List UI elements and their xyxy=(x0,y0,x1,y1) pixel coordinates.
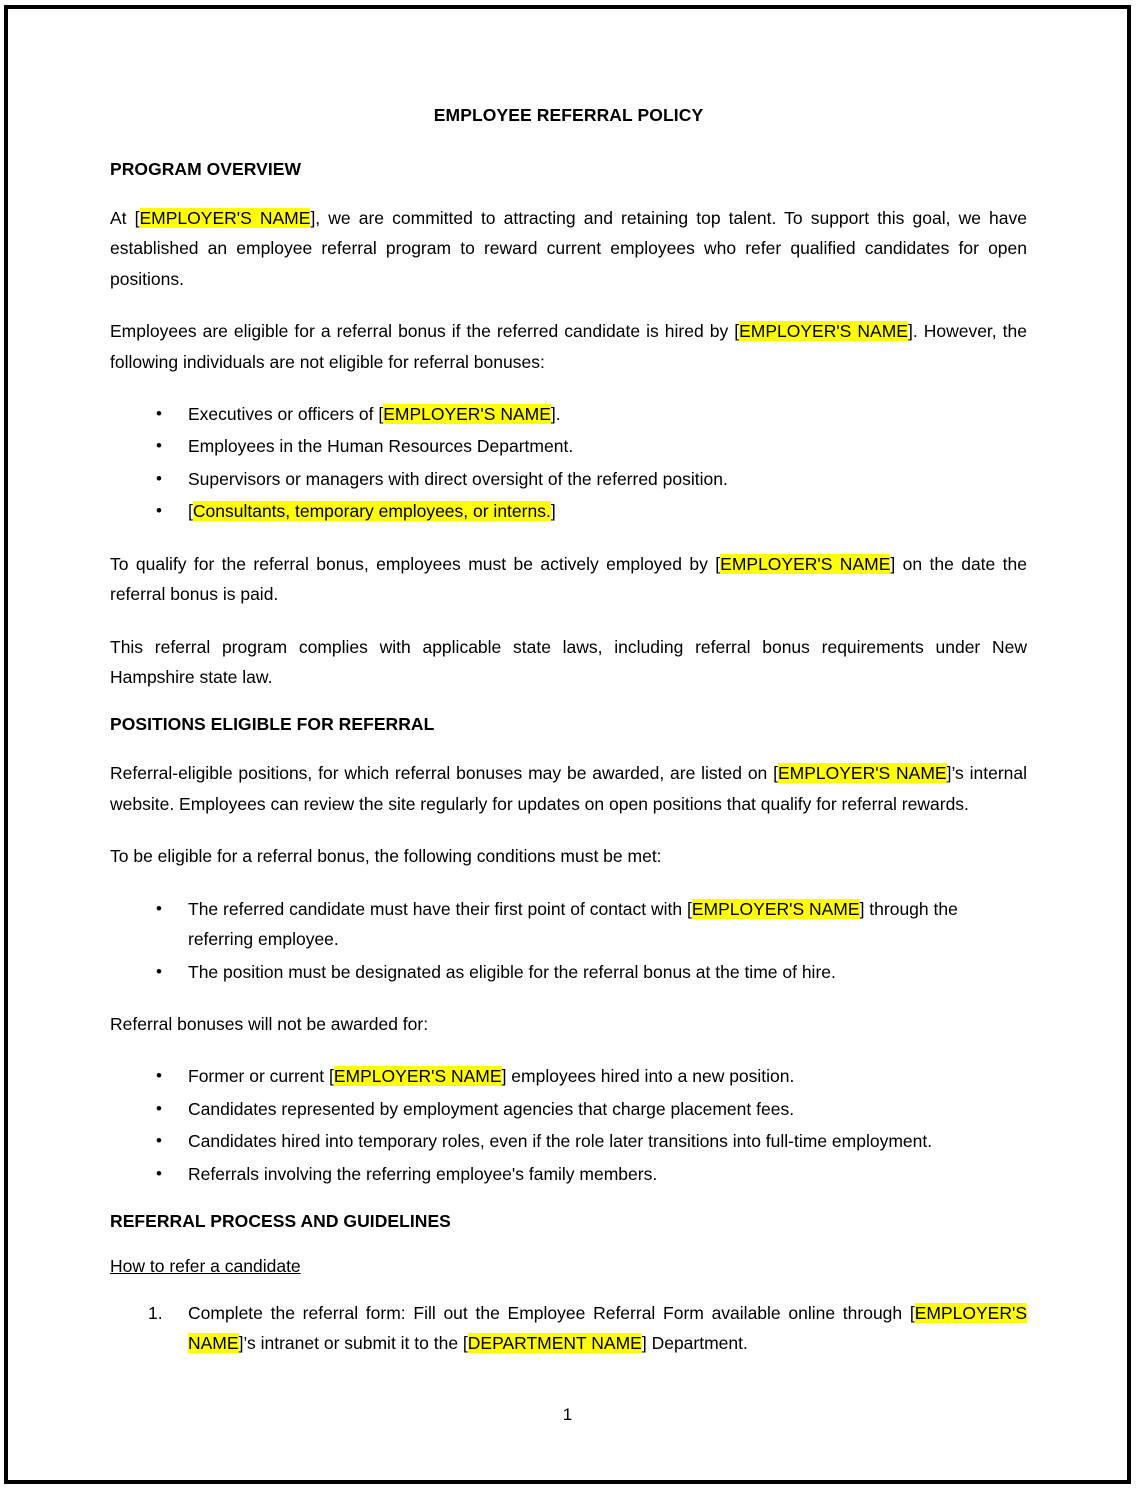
highlight-employer-name: EMPLOYER'S NAME xyxy=(383,403,551,424)
highlight-employer-name: EMPLOYER'S NAME xyxy=(739,321,908,342)
text-mid: ]’s intranet or submit it to the [ xyxy=(238,1333,468,1354)
subheading-how-to-refer xyxy=(110,1255,1027,1278)
text-before: Employees are eligible for a referral bonus if the referred candidate is hired by [ xyxy=(110,321,740,342)
paragraph-conditions-intro xyxy=(110,841,1027,871)
highlight-employer-name: EMPLOYER'S NAME xyxy=(720,553,891,574)
highlight-employer-name: EMPLOYER'S NAME xyxy=(139,207,311,228)
text-before: Candidates represented by employment agencies that charge placement fees. xyxy=(188,1098,795,1119)
text-after: ] xyxy=(550,501,556,522)
text-after: ]. xyxy=(550,403,561,424)
text-after: ] employees hired into a new position. xyxy=(501,1066,795,1087)
numbered-list-referral-steps xyxy=(110,1298,1027,1359)
highlight-consultants: Consultants, temporary employees, or interns. xyxy=(192,501,551,522)
page-title: EMPLOYEE REFERRAL POLICY xyxy=(433,105,704,125)
list-item xyxy=(110,1159,1027,1189)
document-page xyxy=(4,5,1131,1484)
list-item xyxy=(110,1298,1027,1359)
paragraph-program-overview-2 xyxy=(110,316,1027,377)
list-item xyxy=(110,1094,1027,1124)
list-item xyxy=(110,399,1027,429)
list-item xyxy=(110,496,1027,526)
text-before: Complete the referral form: Fill out the Employee Referral Form available online through [ xyxy=(188,1302,915,1323)
list-item xyxy=(110,1126,1027,1156)
paragraph-state-law-compliance xyxy=(110,632,1027,693)
list-item xyxy=(110,431,1027,461)
list-item xyxy=(110,957,1027,987)
highlight-employer-name: EMPLOYER'S NAME xyxy=(333,1066,502,1087)
list-item xyxy=(110,1061,1027,1091)
highlight-department-name: DEPARTMENT NAME xyxy=(467,1333,642,1354)
section-heading-positions-eligible: POSITIONS ELIGIBLE FOR REFERRAL xyxy=(110,714,435,735)
highlight-employer-name: EMPLOYER'S NAME xyxy=(777,763,947,784)
text-before: Employees in the Human Resources Department. xyxy=(188,436,574,457)
text-before: To be eligible for a referral bonus, the following conditions must be met: xyxy=(110,846,662,867)
text-before: Executives or officers of [ xyxy=(188,403,384,424)
page-number-footer: 1 xyxy=(562,1405,573,1424)
text-after: ] Department. xyxy=(641,1333,748,1354)
text-after: ]. However, the following individuals are not eligible for referral bonuses: xyxy=(110,321,1028,372)
text-after: ] through the referring employee. xyxy=(188,898,958,950)
paragraph-qualify-bonus xyxy=(110,549,1027,610)
text-before: The referred candidate must have their first point of contact with [ xyxy=(188,898,692,919)
text-before: Referral-eligible positions, for which referral bonuses may be awarded, are listed on [ xyxy=(110,763,778,784)
paragraph-program-overview-1 xyxy=(110,203,1027,294)
text-before: The position must be designated as eligible for the referral bonus at the time of hire. xyxy=(188,961,836,982)
text-after: ], we are committed to attracting and retaining top talent. To support this goal, we have established an employee referral program to reward current employees who refer qualified candidates for open positions. xyxy=(110,207,1027,289)
text-after: ]’s internal website. Employees can review the site regularly for updates on open positions that qualify for referral rewards. xyxy=(110,763,1028,814)
paragraph-not-awarded-intro xyxy=(110,1009,1027,1039)
list-item xyxy=(110,464,1027,494)
highlight-employer-name: EMPLOYER'S NAME xyxy=(188,1302,1027,1354)
text-before: Referrals involving the referring employee's family members. xyxy=(188,1163,658,1184)
text-before: This referral program complies with applicable state laws, including referral bonus requirements under New Hampshire state law. xyxy=(110,636,1027,687)
bullet-list-ineligible-individuals xyxy=(110,399,1027,527)
text-before: Former or current [ xyxy=(188,1066,334,1087)
bullet-list-bonus-exclusions xyxy=(110,1061,1027,1189)
text-before: At [ xyxy=(110,207,140,228)
subheading-text: How to refer a candidate xyxy=(110,1256,301,1276)
highlight-employer-name: EMPLOYER'S NAME xyxy=(691,898,860,919)
text-before: Referral bonuses will not be awarded for: xyxy=(110,1013,429,1034)
text-before: To qualify for the referral bonus, employees must be actively employed by [ xyxy=(110,553,721,574)
document-body xyxy=(8,9,1127,1480)
section-heading-program-overview: PROGRAM OVERVIEW xyxy=(110,158,302,179)
text-after: ] on the date the referral bonus is paid. xyxy=(110,553,1028,605)
text-before: Supervisors or managers with direct oversight of the referred position. xyxy=(188,468,728,489)
paragraph-positions-eligible-1 xyxy=(110,758,1027,819)
text-before: [ xyxy=(188,501,193,522)
bullet-list-eligibility-conditions xyxy=(110,894,1027,987)
text-before: Candidates hired into temporary roles, even if the role later transitions into full-time employment. xyxy=(188,1131,933,1152)
section-heading-referral-process: REFERRAL PROCESS AND GUIDELINES xyxy=(110,1211,451,1232)
list-item xyxy=(110,894,1027,955)
